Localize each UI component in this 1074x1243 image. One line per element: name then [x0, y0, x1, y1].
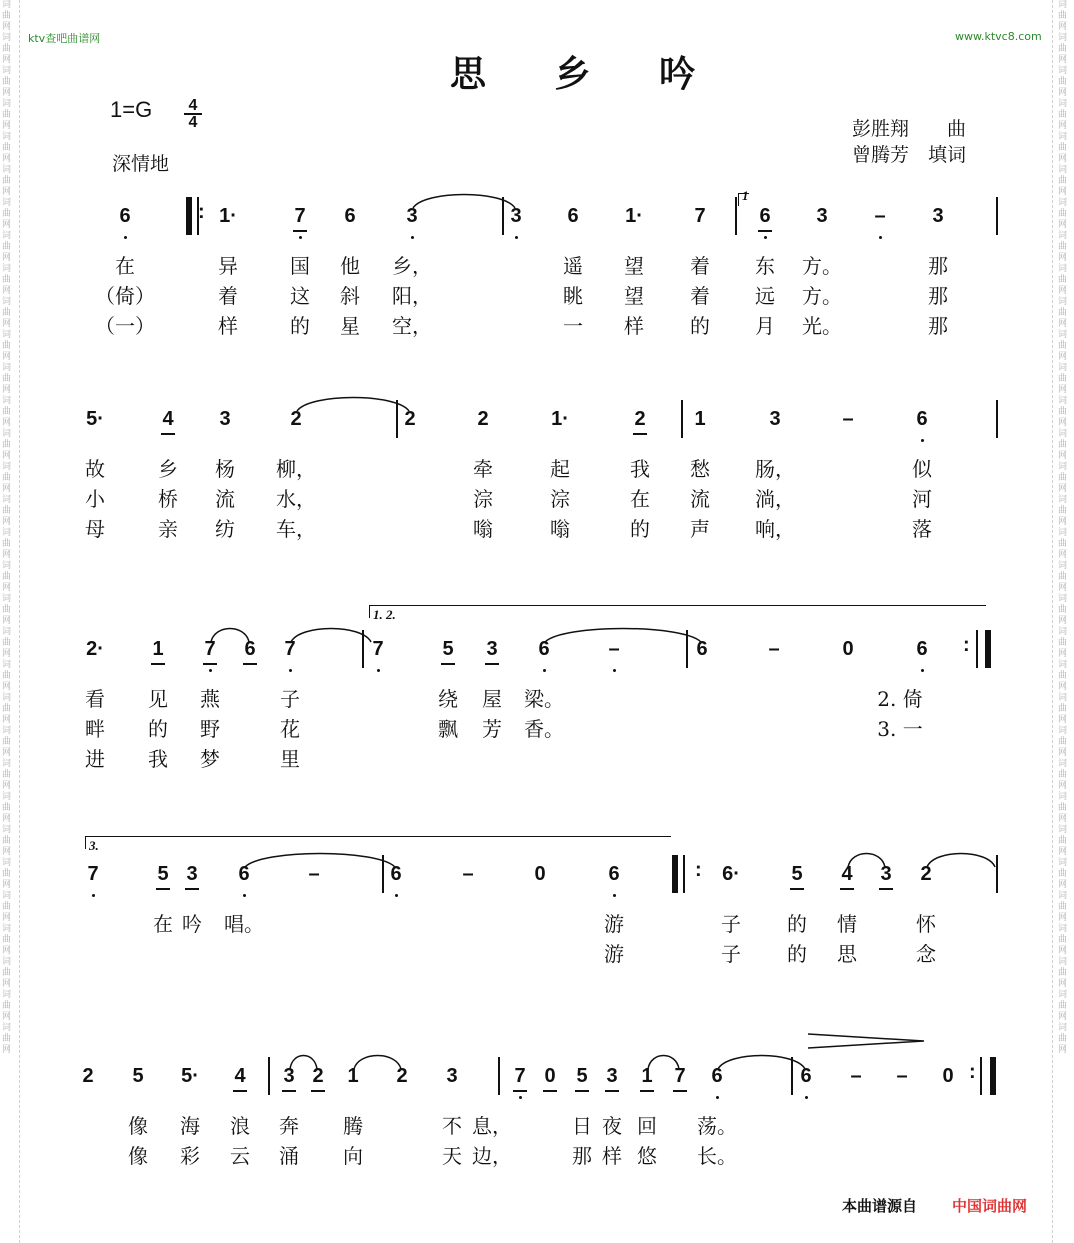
lyric-syllable: 的 [787, 942, 807, 966]
tie-slur [544, 622, 702, 644]
repeat-barline [186, 197, 192, 235]
lyric-syllable: 夜 [602, 1114, 622, 1138]
lyric-syllable: 那 [928, 284, 948, 308]
lyric-syllable: 看 [85, 687, 105, 711]
time-signature [184, 98, 202, 130]
low-octave-dot [764, 236, 767, 239]
barline [996, 400, 998, 438]
eighth-underline [633, 433, 647, 435]
lyric-syllable: 望 [624, 284, 644, 308]
low-octave-dot [92, 894, 95, 897]
lyric-syllable: 亲 [158, 517, 178, 541]
note: 7 [372, 638, 384, 660]
footer-source: 本曲谱源自 [842, 1197, 918, 1215]
note: 7 [87, 863, 99, 885]
low-octave-dot [921, 439, 924, 442]
note: 3 [606, 1065, 618, 1087]
lyric-syllable: 响， [755, 517, 795, 541]
repeat-barline [672, 855, 678, 893]
lyric-syllable: 进 [85, 747, 105, 771]
eighth-underline [161, 433, 175, 435]
note: 7 [694, 205, 706, 227]
eighth-underline [758, 230, 772, 232]
note: 0 [942, 1065, 954, 1087]
note: 3 [186, 863, 198, 885]
low-octave-dot [519, 1096, 522, 1099]
eighth-underline [543, 1090, 557, 1092]
lyric-syllable: 乡， [392, 254, 432, 278]
lyric-syllable: 我 [630, 457, 650, 481]
lyric-syllable: 3. 一 [877, 717, 923, 741]
lyric-syllable: 边， [472, 1144, 512, 1168]
tie-slur [926, 847, 996, 869]
lyric-syllable: 念 [916, 942, 936, 966]
key-signature: 1=G [110, 97, 153, 122]
note: 3 [880, 863, 892, 885]
note: – [842, 408, 854, 430]
lyric-syllable: 屋 [482, 687, 502, 711]
barline [268, 1057, 270, 1095]
lyric-syllable: 样 [602, 1144, 622, 1168]
lyric-syllable: 飘 [438, 717, 458, 741]
lyric-syllable: 愁 [690, 457, 710, 481]
note: 6 [696, 638, 708, 660]
lyric-syllable: 回 [637, 1114, 657, 1138]
note: 2 [404, 408, 416, 430]
low-octave-dot [289, 669, 292, 672]
eighth-underline [203, 663, 217, 665]
eighth-underline [311, 1090, 325, 1092]
lyric-syllable: 野 [200, 717, 220, 741]
low-octave-dot [716, 1096, 719, 1099]
tie-slur [717, 1049, 806, 1071]
lyric-syllable: 肠， [755, 457, 795, 481]
lyric-syllable: 着 [690, 254, 710, 278]
lyric-syllable: 异 [218, 254, 238, 278]
eighth-underline [243, 663, 257, 665]
lyric-syllable: 在 [115, 254, 135, 278]
lyric-syllable: 眺 [563, 284, 583, 308]
note: 5 [132, 1065, 144, 1087]
note: 2 [477, 408, 489, 430]
meter-bottom: 4 [184, 113, 202, 130]
note: 5· [86, 408, 104, 430]
barline-thin [683, 855, 685, 893]
lyric-syllable: 彩 [180, 1144, 200, 1168]
tie-slur [244, 847, 396, 869]
note: 2· [86, 638, 104, 660]
lyric-syllable: 阳， [392, 284, 432, 308]
lyric-syllable: 遥 [563, 254, 583, 278]
lyric-syllable: 一 [563, 314, 583, 338]
lyric-syllable: （倚） [95, 284, 155, 308]
lyric-syllable: 云 [230, 1144, 250, 1168]
repeat-barline [985, 630, 991, 668]
lyric-syllable: 方。 [802, 284, 842, 308]
note: 7 [284, 638, 296, 660]
lyric-syllable: 柳， [276, 457, 316, 481]
composer-credit: 彭胜翔 曲 [852, 118, 967, 140]
repeat-dots: : [198, 201, 205, 223]
barline [996, 197, 998, 235]
note: 7 [204, 638, 216, 660]
lyric-syllable: 息， [472, 1114, 512, 1138]
note: 6 [711, 1065, 723, 1087]
note: 6 [567, 205, 579, 227]
lyric-syllable: 车， [276, 517, 316, 541]
volta-bracket [369, 605, 986, 618]
lyric-syllable: 样 [218, 314, 238, 338]
eighth-underline [485, 663, 499, 665]
note: 3 [446, 1065, 458, 1087]
low-octave-dot [377, 669, 380, 672]
eighth-underline [441, 663, 455, 665]
note: – [850, 1065, 862, 1087]
lyric-syllable: 梁。 [524, 687, 564, 711]
note: 3 [486, 638, 498, 660]
tie-slur [847, 847, 886, 869]
eighth-underline [879, 888, 893, 890]
side-watermark-right: 词曲网词曲网词曲网词曲网词曲网词曲网词曲网词曲网词曲网词曲网词曲网词曲网词曲网词曲网词曲网词曲网词曲网词曲网词曲网词曲网词曲网词曲网词曲网词曲网词曲网词曲网词曲网词曲网词曲网词曲网词曲网词曲网 [1058, 0, 1068, 1055]
lyric-syllable: 不 [442, 1114, 462, 1138]
low-octave-dot [124, 236, 127, 239]
lyric-syllable: 的 [787, 912, 807, 936]
lyric-syllable: 远 [755, 284, 775, 308]
note: 7 [294, 205, 306, 227]
lyric-syllable: 嗡 [473, 517, 493, 541]
low-octave-dot [209, 669, 212, 672]
note: 6 [800, 1065, 812, 1087]
note: 2 [396, 1065, 408, 1087]
lyric-syllable: 流 [690, 487, 710, 511]
lyric-syllable: 情 [837, 912, 857, 936]
tie-slur [647, 1049, 680, 1071]
lyric-syllable: 小 [85, 487, 105, 511]
lyric-syllable: 像 [128, 1114, 148, 1138]
note: 5 [157, 863, 169, 885]
eighth-underline [282, 1090, 296, 1092]
barline-thin [980, 1057, 982, 1095]
note: 6 [538, 638, 550, 660]
low-octave-dot [879, 236, 882, 239]
eighth-underline [156, 888, 170, 890]
lyric-syllable: 起 [550, 457, 570, 481]
low-octave-dot [243, 894, 246, 897]
lyric-syllable: 那 [572, 1144, 592, 1168]
lyric-syllable: 空， [392, 314, 432, 338]
lyric-syllable: 天 [442, 1144, 462, 1168]
volta-number: 1 [742, 188, 749, 203]
note: 6 [119, 205, 131, 227]
lyric-syllable: （一） [95, 314, 155, 338]
lyric-syllable: 香。 [524, 717, 564, 741]
note: 1· [625, 205, 643, 227]
lyric-syllable: 的 [690, 314, 710, 338]
eighth-underline [673, 1090, 687, 1092]
lyric-syllable: 唱。 [224, 912, 264, 936]
lyric-syllable: 乡 [158, 457, 178, 481]
lyric-syllable: 母 [85, 517, 105, 541]
tie-slur [412, 188, 516, 210]
footer-site: 中国词曲网 [952, 1197, 1028, 1215]
note: 6 [244, 638, 256, 660]
lyric-syllable: 声 [690, 517, 710, 541]
note: – [768, 638, 780, 660]
lyric-syllable: 纺 [215, 517, 235, 541]
tie-slur [353, 1049, 402, 1071]
note: – [308, 863, 320, 885]
eighth-underline [293, 230, 307, 232]
lyric-syllable: 他 [340, 254, 360, 278]
lyric-syllable: 游 [604, 912, 624, 936]
note: 6 [238, 863, 250, 885]
eighth-underline [790, 888, 804, 890]
low-octave-dot [515, 236, 518, 239]
lyric-syllable: 杨 [215, 457, 235, 481]
note: 4 [162, 408, 174, 430]
tie-slur [210, 622, 250, 644]
note: 6 [916, 638, 928, 660]
lyric-syllable: 向 [343, 1144, 363, 1168]
eighth-underline [840, 888, 854, 890]
low-octave-dot [299, 236, 302, 239]
header-right: www.ktvc8.com [955, 30, 1042, 43]
note: 3 [769, 408, 781, 430]
lyric-syllable: 里 [280, 747, 300, 771]
lyric-syllable: 样 [624, 314, 644, 338]
note: 0 [842, 638, 854, 660]
lyric-syllable: 腾 [343, 1114, 363, 1138]
lyric-syllable: 落 [912, 517, 932, 541]
lyric-syllable: 的 [630, 517, 650, 541]
note: 7 [674, 1065, 686, 1087]
note: 6 [916, 408, 928, 430]
note: 0 [534, 863, 546, 885]
volta-number: 1. 2. [373, 607, 396, 622]
lyric-syllable: 燕 [200, 687, 220, 711]
eighth-underline [575, 1090, 589, 1092]
lyric-syllable: 子 [721, 942, 741, 966]
tie-slur [289, 1049, 318, 1071]
lyric-syllable: 的 [290, 314, 310, 338]
note: 3 [932, 205, 944, 227]
lyric-syllable: 芳 [482, 717, 502, 741]
lyric-syllable: 长。 [697, 1144, 737, 1168]
low-octave-dot [921, 669, 924, 672]
lyric-syllable: 悠 [637, 1144, 657, 1168]
note: 5 [442, 638, 454, 660]
lyric-syllable: 着 [690, 284, 710, 308]
note: 5 [576, 1065, 588, 1087]
lyric-syllable: 似 [912, 457, 932, 481]
note: 3 [406, 205, 418, 227]
lyric-syllable: 日 [572, 1114, 592, 1138]
lyricist-credit: 曾腾芳 填词 [852, 144, 967, 166]
eighth-underline [233, 1090, 247, 1092]
note: 3 [219, 408, 231, 430]
lyric-syllable: 花 [280, 717, 300, 741]
lyric-syllable: 国 [290, 254, 310, 278]
note: 6 [390, 863, 402, 885]
lyric-syllable: 东 [755, 254, 775, 278]
note: 3 [283, 1065, 295, 1087]
note: 2 [920, 863, 932, 885]
barline [735, 197, 737, 235]
lyric-syllable: 那 [928, 314, 948, 338]
margin-line-left [19, 0, 20, 1243]
lyric-syllable: 流 [215, 487, 235, 511]
low-octave-dot [543, 669, 546, 672]
note: 2 [82, 1065, 94, 1087]
eighth-underline [513, 1090, 527, 1092]
lyric-syllable: 嗡 [550, 517, 570, 541]
note: 1· [219, 205, 237, 227]
note: 3 [510, 205, 522, 227]
note: – [462, 863, 474, 885]
note: 5 [791, 863, 803, 885]
low-octave-dot [613, 894, 616, 897]
barline-thin [976, 630, 978, 668]
lyric-syllable: 在 [153, 912, 173, 936]
lyric-syllable: 梦 [200, 747, 220, 771]
barline [681, 400, 683, 438]
barline [996, 855, 998, 893]
lyric-syllable: 的 [148, 717, 168, 741]
barline [498, 1057, 500, 1095]
repeat-dots: : [969, 1061, 976, 1083]
note: 1 [152, 638, 164, 660]
lyric-syllable: 游 [604, 942, 624, 966]
lyric-syllable: 方。 [802, 254, 842, 278]
note: 2 [634, 408, 646, 430]
note: 6· [722, 863, 740, 885]
page-title: 思 乡 吟 [450, 54, 724, 95]
tempo-marking: 深情地 [112, 153, 170, 175]
lyric-syllable: 畔 [85, 717, 105, 741]
eighth-underline [151, 663, 165, 665]
repeat-dots: : [695, 859, 702, 881]
lyric-syllable: 怀 [916, 912, 936, 936]
lyric-syllable: 像 [128, 1144, 148, 1168]
lyric-syllable: 那 [928, 254, 948, 278]
repeat-barline [990, 1057, 996, 1095]
lyric-syllable: 望 [624, 254, 644, 278]
lyric-syllable: 水， [276, 487, 316, 511]
lyric-syllable: 这 [290, 284, 310, 308]
tie-slur [296, 391, 410, 413]
lyric-syllable: 星 [340, 314, 360, 338]
low-octave-dot [805, 1096, 808, 1099]
decrescendo-hairpin [806, 1032, 926, 1052]
lyric-syllable: 桥 [158, 487, 178, 511]
lyric-syllable: 淌， [755, 487, 795, 511]
header-left: ktv查吧曲谱网 [28, 32, 101, 45]
lyric-syllable: 子 [280, 687, 300, 711]
lyric-syllable: 奔 [279, 1114, 299, 1138]
note: 1 [347, 1065, 359, 1087]
note: 1· [551, 408, 569, 430]
side-watermark-left: 词曲网词曲网词曲网词曲网词曲网词曲网词曲网词曲网词曲网词曲网词曲网词曲网词曲网词曲网词曲网词曲网词曲网词曲网词曲网词曲网词曲网词曲网词曲网词曲网词曲网词曲网词曲网词曲网词曲网词曲网词曲网词曲网 [2, 0, 12, 1055]
lyric-syllable: 2. 倚 [877, 687, 923, 711]
lyric-syllable: 牵 [473, 457, 493, 481]
tie-slur [290, 622, 372, 644]
lyric-syllable: 海 [180, 1114, 200, 1138]
note: 1 [694, 408, 706, 430]
note: 4 [234, 1065, 246, 1087]
lyric-syllable: 淙 [473, 487, 493, 511]
lyric-syllable: 着 [218, 284, 238, 308]
low-octave-dot [613, 669, 616, 672]
lyric-syllable: 思 [837, 942, 857, 966]
note: 6 [344, 205, 356, 227]
lyric-syllable: 子 [721, 912, 741, 936]
margin-line-right [1052, 0, 1053, 1243]
note: 2 [312, 1065, 324, 1087]
lyric-syllable: 荡。 [697, 1114, 737, 1138]
lyric-syllable: 在 [630, 487, 650, 511]
note: 4 [841, 863, 853, 885]
note: – [608, 638, 620, 660]
meter-top: 4 [188, 97, 198, 114]
lyric-syllable: 斜 [340, 284, 360, 308]
note: 6 [759, 205, 771, 227]
note: 0 [544, 1065, 556, 1087]
repeat-dots: : [963, 634, 970, 656]
note: 2 [290, 408, 302, 430]
low-octave-dot [411, 236, 414, 239]
note: 6 [608, 863, 620, 885]
note: 3 [816, 205, 828, 227]
eighth-underline [605, 1090, 619, 1092]
eighth-underline [185, 888, 199, 890]
lyric-syllable: 见 [148, 687, 168, 711]
lyric-syllable: 故 [85, 457, 105, 481]
lyric-syllable: 绕 [438, 687, 458, 711]
lyric-syllable: 我 [148, 747, 168, 771]
lyric-syllable: 月 [755, 314, 775, 338]
lyric-syllable: 吟 [182, 912, 202, 936]
lyric-syllable: 淙 [550, 487, 570, 511]
note: 5· [181, 1065, 199, 1087]
note: 1 [641, 1065, 653, 1087]
lyric-syllable: 涌 [279, 1144, 299, 1168]
eighth-underline [640, 1090, 654, 1092]
low-octave-dot [395, 894, 398, 897]
note: – [896, 1065, 908, 1087]
note: – [874, 205, 886, 227]
volta-number: 3. [89, 838, 99, 853]
lyric-syllable: 河 [912, 487, 932, 511]
lyric-syllable: 光。 [802, 314, 842, 338]
lyric-syllable: 浪 [230, 1114, 250, 1138]
note: 7 [514, 1065, 526, 1087]
